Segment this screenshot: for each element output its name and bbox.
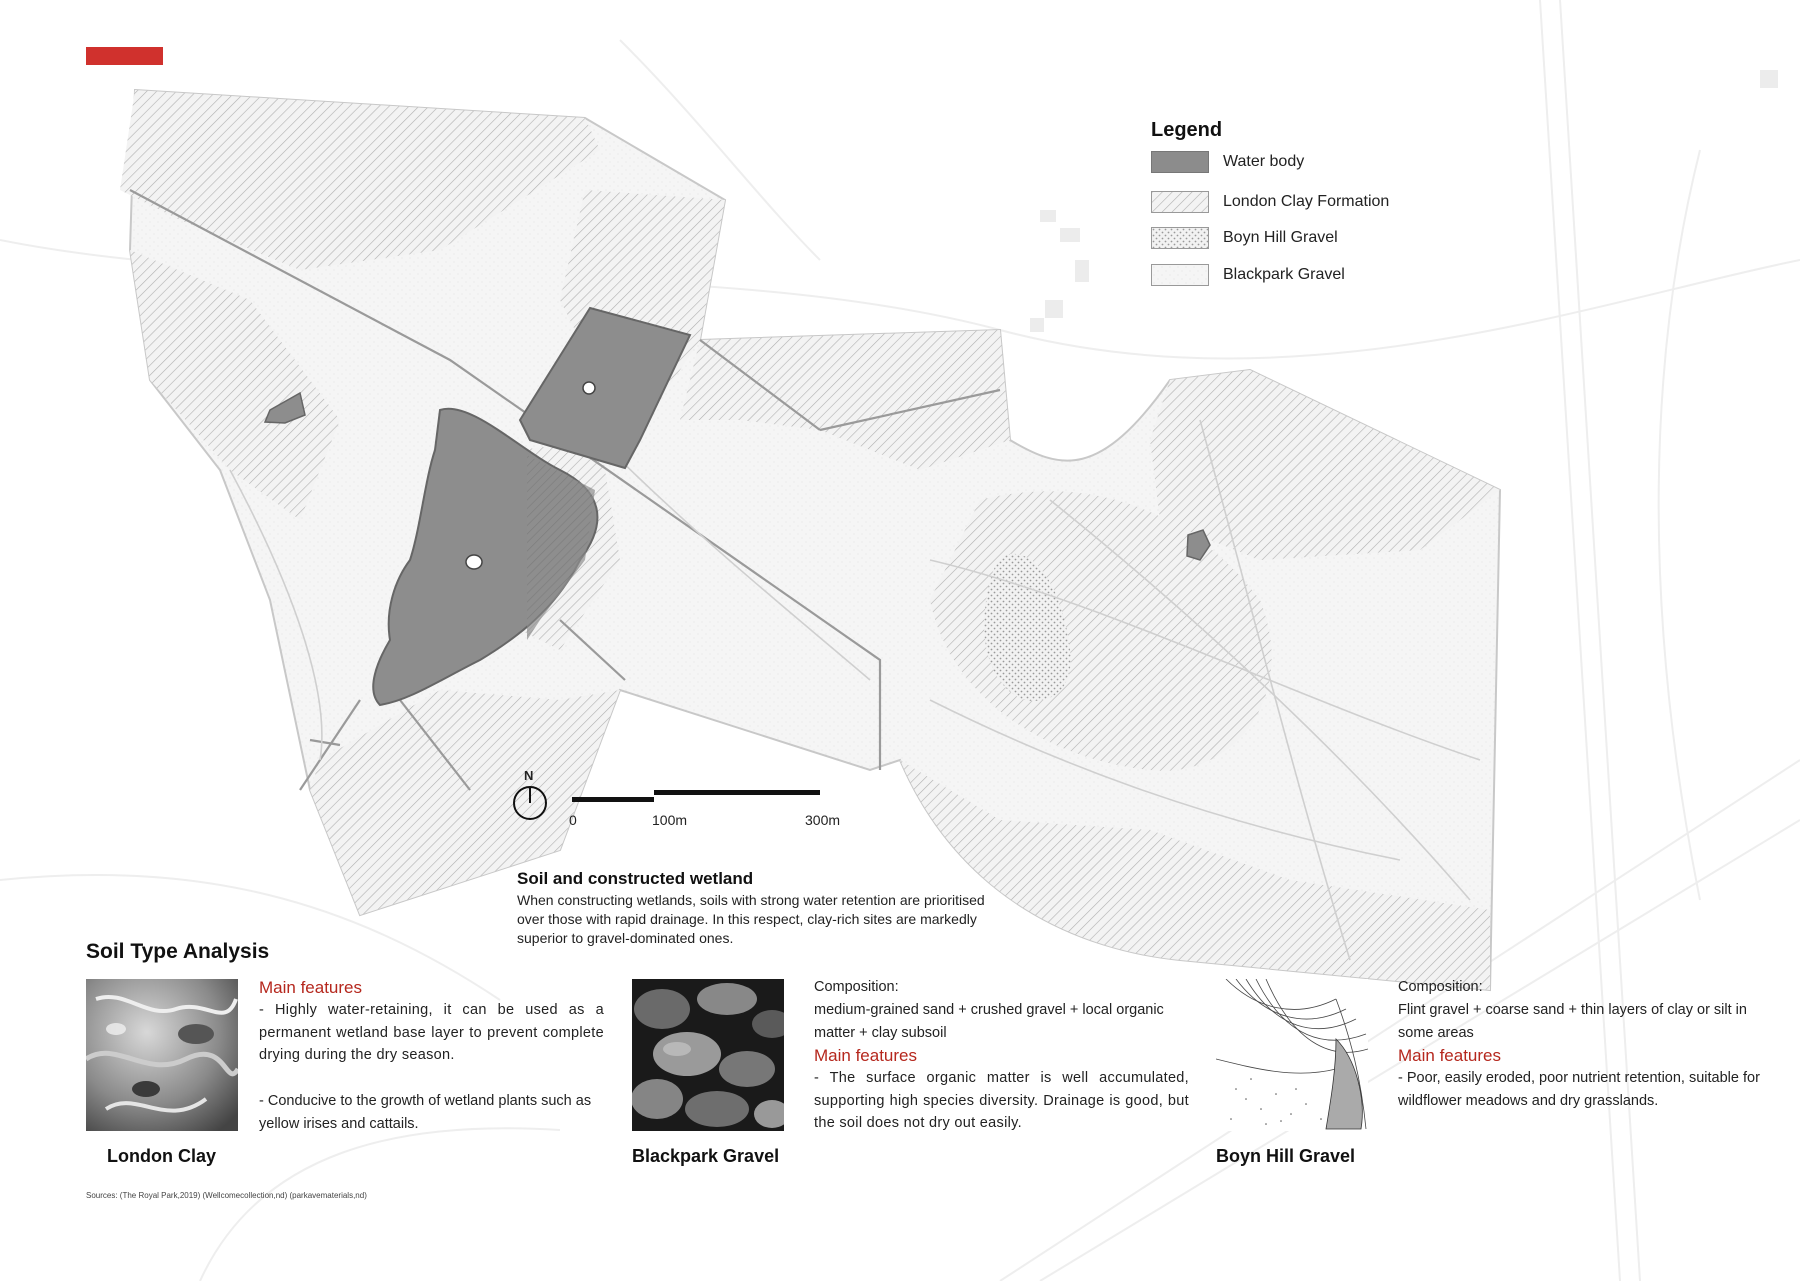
legend-item-water xyxy=(1151,149,1304,175)
blackpark-feature-1: - The surface organic matter is well accumulated, supporting high species diversity. Drainage is good, but the soil does not dry out easily. xyxy=(814,1070,1189,1131)
scale-label-300: 300m xyxy=(805,812,841,828)
london-clay-feature-2: - Conducive to the growth of wetland plants such as yellow irises and cattails. xyxy=(259,1093,592,1132)
legend-label: Water body xyxy=(1223,153,1305,170)
boyn-hill-composition-heading: Composition: xyxy=(1398,979,1483,995)
soil-analysis-title: Soil Type Analysis xyxy=(86,940,270,963)
north-arrow-icon xyxy=(512,784,550,822)
legend-label: Blackpark Gravel xyxy=(1223,266,1345,283)
boyn-hill-gravel-drawing xyxy=(1216,979,1368,1131)
sources-note: Sources: (The Royal Park,2019) (Wellcomecollection,nd) (parkavematerials,nd) xyxy=(86,1191,367,1200)
legend-label: Boyn Hill Gravel xyxy=(1223,229,1338,246)
hatch-swatch xyxy=(1151,191,1209,213)
accent-bar xyxy=(86,47,163,65)
water-swatch xyxy=(1151,151,1209,173)
legend-item-boyn-hill xyxy=(1151,225,1338,251)
boyn-hill-gravel-name: Boyn Hill Gravel xyxy=(1216,1146,1356,1166)
dots-swatch xyxy=(1151,227,1209,249)
legend-label: London Clay Formation xyxy=(1223,193,1390,210)
legend-item-blackpark xyxy=(1151,262,1345,288)
blackpark-composition-heading: Composition: xyxy=(814,979,899,995)
london-clay-name: London Clay xyxy=(107,1146,216,1166)
blackpark-gravel-name: Blackpark Gravel xyxy=(632,1146,780,1166)
boyn-hill-features-heading: Main features xyxy=(1398,1046,1501,1065)
boyn-hill-feature-1: - Poor, easily eroded, poor nutrient retention, suitable for wildflower meadows and dry grasslands. xyxy=(1398,1070,1760,1109)
london-clay-photo xyxy=(86,979,238,1131)
london-clay-features-heading: Main features xyxy=(259,978,362,997)
blackpark-composition: medium-grained sand + crushed gravel + local organic matter + clay subsoil xyxy=(814,1002,1164,1041)
blackpark-gravel-photo xyxy=(632,979,784,1131)
scale-label-100: 100m xyxy=(652,812,688,828)
light-swatch xyxy=(1151,264,1209,286)
north-label: N xyxy=(524,768,534,783)
legend-item-london-clay xyxy=(1151,189,1389,215)
london-clay-feature-1: - Highly water-retaining, it can be used as a permanent wetland base layer to prevent complete drying during the dry season. xyxy=(259,1002,604,1063)
blackpark-features-heading: Main features xyxy=(814,1046,917,1065)
wetland-body: When constructing wetlands, soils with strong water retention are prioritised over those with rapid drainage. In this respect, clay-rich sites are markedly superior to gravel-dominated ones. xyxy=(517,892,985,946)
scale-label-0: 0 xyxy=(569,812,577,828)
boyn-hill-composition: Flint gravel + coarse sand + thin layers of clay or silt in some areas xyxy=(1398,1002,1747,1041)
legend-title: Legend xyxy=(1151,119,1223,141)
wetland-title: Soil and constructed wetland xyxy=(517,869,754,888)
scale-bar xyxy=(570,788,824,804)
